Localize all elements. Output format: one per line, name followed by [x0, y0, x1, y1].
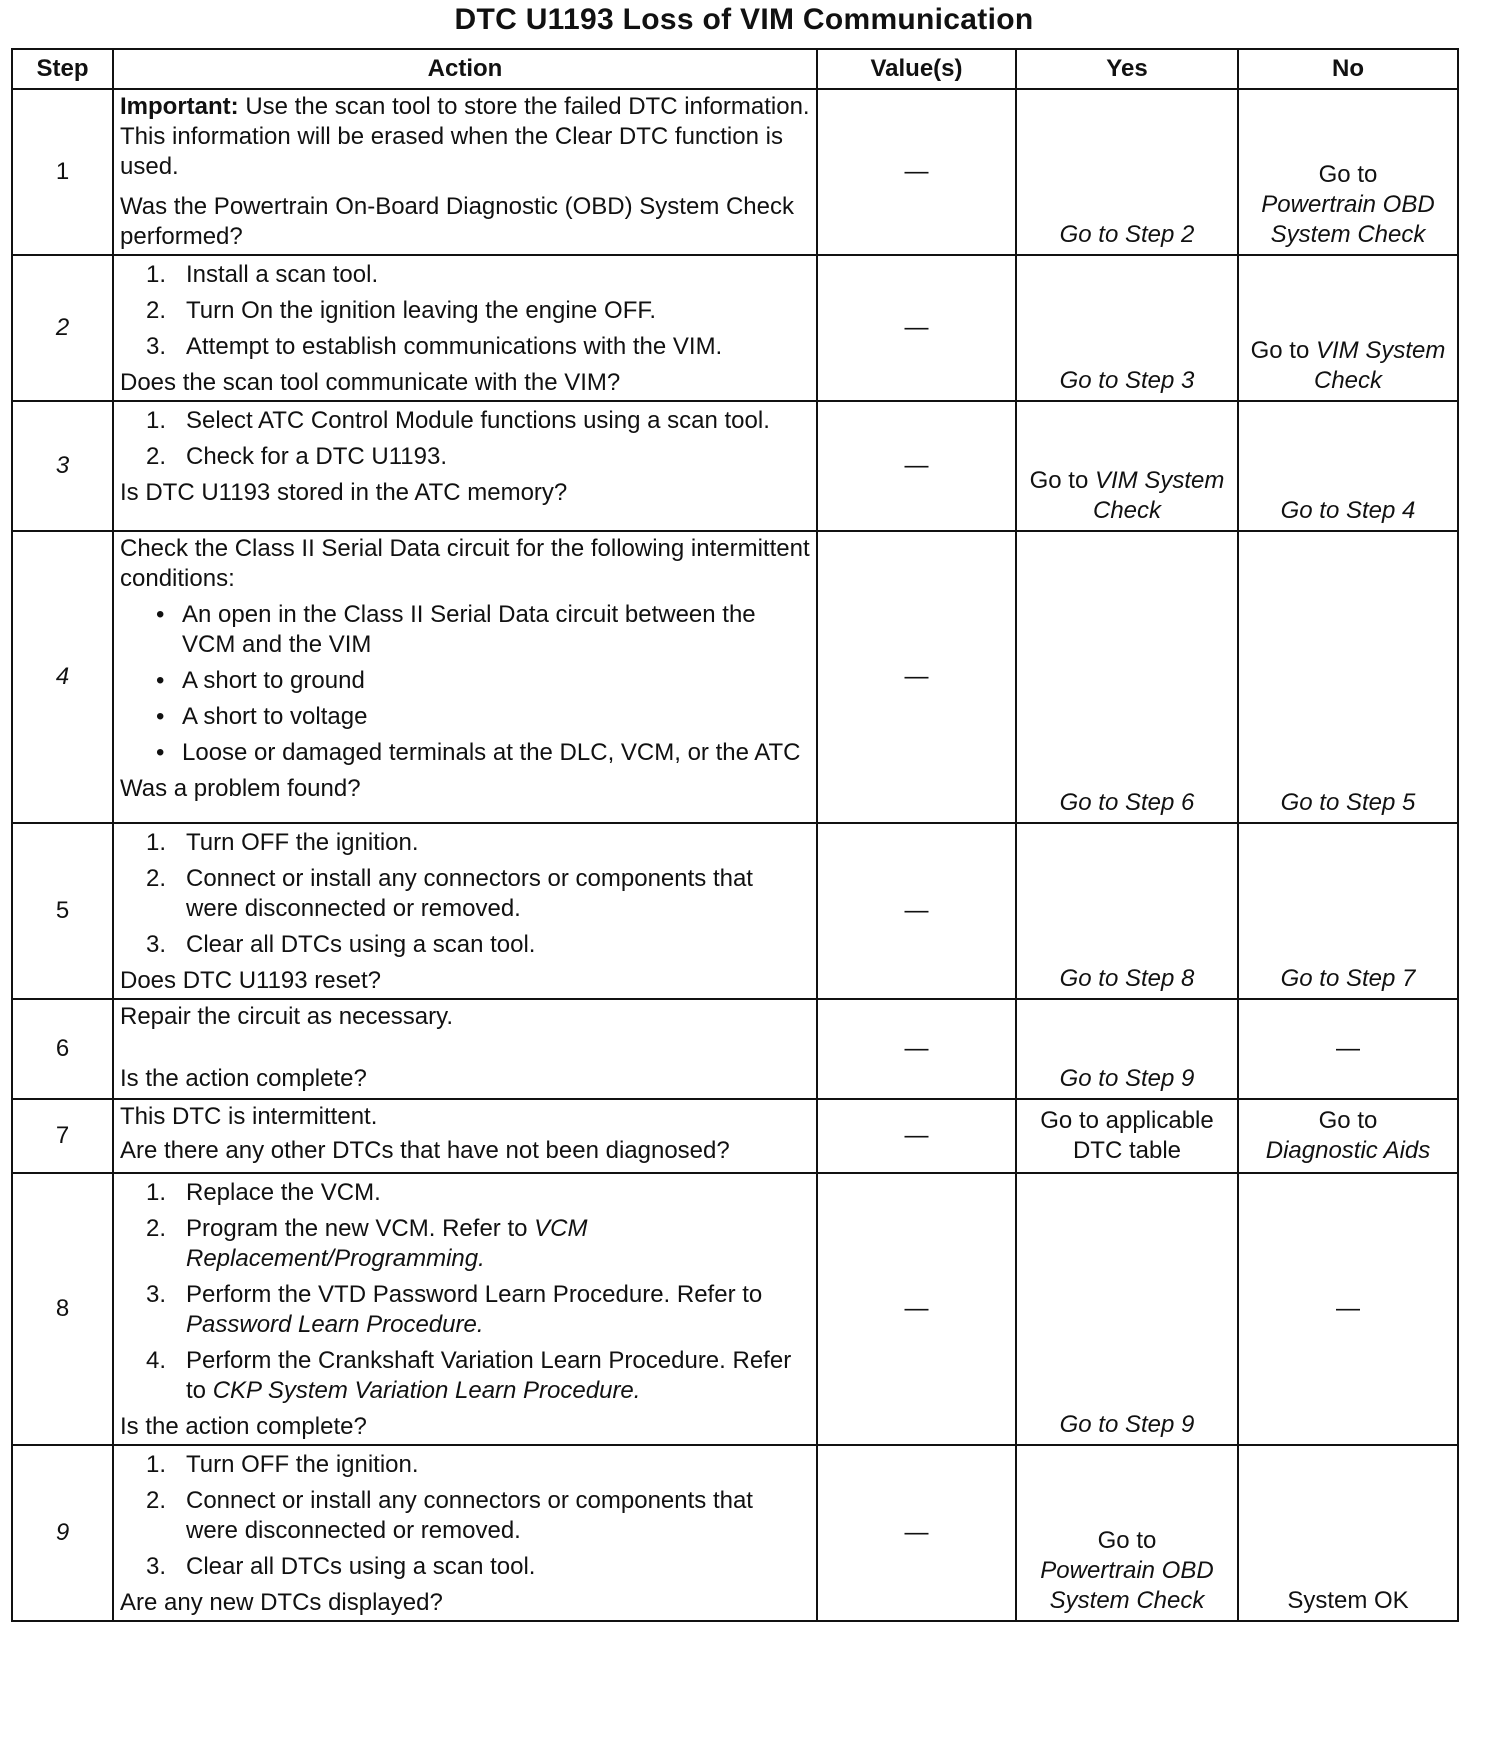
list-item: 3. Clear all DTCs using a scan tool. [146, 931, 536, 958]
list-item: 1. Turn OFF the ignition. [146, 1451, 419, 1478]
no-cell [1238, 823, 1458, 999]
procedure-list [120, 1178, 810, 1406]
list-item: 2. Turn On the ignition leaving the engine OFF. [146, 297, 657, 324]
list-item: 2. Connect or install any connectors or components that were disconnected or removed. [146, 1487, 753, 1544]
value-cell [817, 89, 1016, 255]
value-cell [817, 999, 1016, 1099]
header-no: No [1238, 49, 1458, 89]
dash: — [904, 158, 929, 185]
step-number: 7 [12, 1099, 113, 1173]
yes-cell [1016, 823, 1238, 999]
action-cell [113, 1445, 817, 1621]
no-cell [1238, 89, 1458, 255]
value-cell [817, 401, 1016, 531]
yes-link[interactable]: Go to Step 9 [1059, 1411, 1195, 1438]
yes-prefix: Go to [1029, 467, 1095, 494]
reference-link[interactable]: VCM Replacement/Programming. [186, 1215, 588, 1272]
list-item: • A short to voltage [156, 703, 368, 730]
list-item: 3. Clear all DTCs using a scan tool. [146, 1553, 536, 1580]
yes-link[interactable]: Go to Step 8 [1059, 965, 1195, 992]
yes-cell [1016, 531, 1238, 823]
question: Was a problem found? [120, 775, 361, 802]
list-item: • A short to ground [156, 667, 365, 694]
yes-cell [1016, 401, 1238, 531]
header-step: Step [12, 49, 113, 89]
step-number: 1 [12, 89, 113, 255]
table-row-step-2 [12, 255, 1458, 401]
procedure-list [120, 260, 810, 362]
yes-link[interactable]: VIM System Check [1092, 467, 1225, 524]
list-item: 2. Connect or install any connectors or components that were disconnected or removed. [146, 865, 753, 922]
value-cell [817, 1173, 1016, 1445]
question: Does the scan tool communicate with the VIM? [120, 369, 621, 396]
no-prefix: Go to [1318, 161, 1378, 188]
intro-text: Repair the circuit as necessary. [120, 1003, 454, 1030]
step-number: 3 [12, 401, 113, 531]
no-cell [1238, 1445, 1458, 1621]
dash: — [904, 1122, 929, 1149]
header-values: Value(s) [817, 49, 1016, 89]
no-link[interactable]: VIM System Check [1313, 337, 1446, 394]
yes-link[interactable]: Go to applicable DTC table [1040, 1107, 1214, 1164]
yes-link[interactable]: Powertrain OBD System Check [1040, 1557, 1214, 1614]
no-link[interactable]: Go to Step 7 [1280, 965, 1416, 992]
important-label: Important: [120, 93, 239, 120]
step-number: 5 [12, 823, 113, 999]
list-item: 1. Replace the VCM. [146, 1179, 381, 1206]
question: Does DTC U1193 reset? [120, 967, 381, 994]
no-prefix: Go to [1250, 337, 1316, 364]
yes-cell [1016, 1099, 1238, 1173]
condition-list [120, 600, 810, 768]
yes-cell [1016, 1445, 1238, 1621]
dash: — [904, 663, 929, 690]
no-link[interactable]: Go to Step 5 [1280, 789, 1416, 816]
action-cell [113, 89, 817, 255]
page-title: DTC U1193 Loss of VIM Communication [454, 3, 1034, 36]
value-cell [817, 255, 1016, 401]
intro-text: This DTC is intermittent. [120, 1103, 378, 1130]
table-row-step-3 [12, 401, 1458, 531]
dash: — [904, 452, 929, 479]
no-cell [1238, 1099, 1458, 1173]
table-row-step-4 [12, 531, 1458, 823]
yes-link[interactable]: Go to Step 2 [1059, 221, 1195, 248]
action-cell [113, 1099, 817, 1173]
list-item: 1. Turn OFF the ignition. [146, 829, 419, 856]
intro-text: Check the Class II Serial Data circuit for the following intermittent conditions: [120, 535, 810, 592]
table-row-step-1 [12, 89, 1458, 255]
table-row-step-9 [12, 1445, 1458, 1621]
yes-cell [1016, 89, 1238, 255]
yes-prefix: Go to [1097, 1527, 1157, 1554]
list-item: 2. Check for a DTC U1193. [146, 443, 447, 470]
list-item: 4. Perform the Crankshaft Variation Learn Procedure. Refer to CKP System Variation Learn Procedure. [146, 1347, 792, 1404]
no-cell [1238, 255, 1458, 401]
dtc-table [11, 48, 1459, 1622]
question: Are there any other DTCs that have not been diagnosed? [120, 1137, 730, 1164]
dash: — [904, 1295, 929, 1322]
header-yes: Yes [1016, 49, 1238, 89]
reference-link[interactable]: CKP System Variation Learn Procedure. [212, 1377, 641, 1404]
yes-cell [1016, 1173, 1238, 1445]
table-header-row [12, 49, 1458, 89]
no-result: System OK [1287, 1587, 1409, 1614]
value-cell [817, 823, 1016, 999]
no-cell [1238, 1173, 1458, 1445]
dash: — [1336, 1295, 1360, 1322]
no-cell [1238, 401, 1458, 531]
table-row-step-6 [12, 999, 1458, 1099]
procedure-list [120, 1450, 810, 1582]
action-cell [113, 1173, 817, 1445]
action-cell [113, 401, 817, 531]
yes-link[interactable]: Go to Step 3 [1059, 367, 1195, 394]
no-link[interactable]: Go to Step 4 [1280, 497, 1416, 524]
dash: — [1336, 1035, 1360, 1062]
question: Is the action complete? [120, 1413, 367, 1440]
no-prefix: Go to [1318, 1107, 1378, 1134]
procedure-list [120, 828, 810, 960]
no-link[interactable]: Powertrain OBD System Check [1261, 191, 1435, 248]
action-cell [113, 255, 817, 401]
no-cell [1238, 999, 1458, 1099]
important-text: Use the scan tool to store the failed DTC information. This information will be erased when the Clear DTC function is used. [120, 93, 810, 180]
value-cell [817, 531, 1016, 823]
table-row-step-8 [12, 1173, 1458, 1445]
procedure-list [120, 406, 810, 472]
header-action: Action [113, 49, 817, 89]
yes-cell [1016, 255, 1238, 401]
list-item: 2. Program the new VCM. Refer to VCM Replacement/Programming. [146, 1215, 588, 1272]
value-cell [817, 1099, 1016, 1173]
dash: — [904, 897, 929, 924]
dash: — [904, 1035, 929, 1062]
yes-link[interactable]: Go to Step 6 [1059, 789, 1195, 816]
important-note [120, 92, 810, 182]
question: Was the Powertrain On-Board Diagnostic (OBD) System Check performed? [120, 193, 795, 250]
action-cell [113, 823, 817, 999]
dash: — [904, 314, 929, 341]
table-row-step-7 [12, 1099, 1458, 1173]
step-number: 6 [12, 999, 113, 1099]
list-item: 3. Attempt to establish communications with the VIM. [146, 333, 723, 360]
list-item: 3. Perform the VTD Password Learn Procedure. Refer to Password Learn Procedure. [146, 1281, 763, 1338]
list-item: • Loose or damaged terminals at the DLC, VCM, or the ATC [156, 739, 801, 766]
question: Is DTC U1193 stored in the ATC memory? [120, 479, 568, 506]
step-number: 9 [12, 1445, 113, 1621]
list-item: • An open in the Class II Serial Data circuit between the VCM and the VIM [156, 601, 756, 658]
no-link[interactable]: Diagnostic Aids [1265, 1137, 1431, 1164]
dash: — [904, 1519, 929, 1546]
action-cell [113, 999, 817, 1099]
question: Is the action complete? [120, 1065, 367, 1092]
reference-link[interactable]: Password Learn Procedure. [186, 1311, 484, 1338]
step-number: 4 [12, 531, 113, 823]
yes-link[interactable]: Go to Step 9 [1059, 1065, 1195, 1092]
table-row-step-5 [12, 823, 1458, 999]
step-number: 2 [12, 255, 113, 401]
value-cell [817, 1445, 1016, 1621]
list-item: 1. Select ATC Control Module functions using a scan tool. [146, 407, 770, 434]
yes-cell [1016, 999, 1238, 1099]
step-number: 8 [12, 1173, 113, 1445]
action-cell [113, 531, 817, 823]
no-cell [1238, 531, 1458, 823]
question: Are any new DTCs displayed? [120, 1589, 443, 1616]
list-item: 1. Install a scan tool. [146, 261, 379, 288]
